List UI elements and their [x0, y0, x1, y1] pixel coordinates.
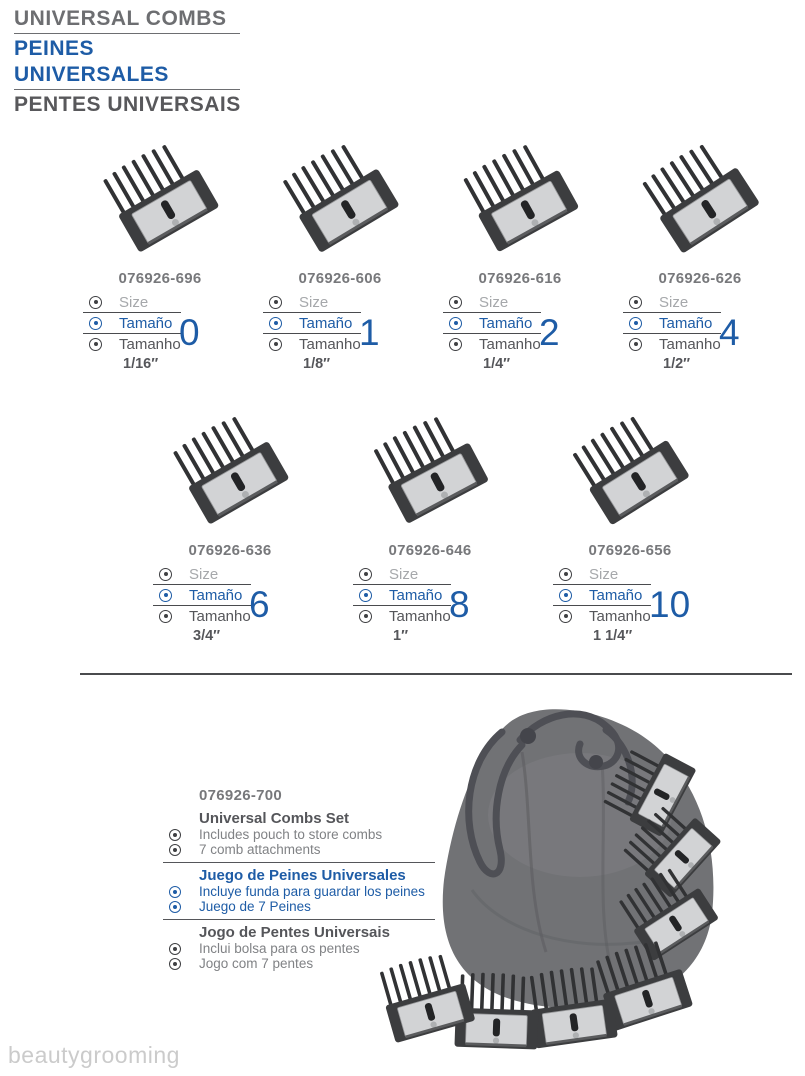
bullseye-icon	[269, 296, 282, 309]
size-label-es: Tamaño	[389, 586, 443, 604]
measurement: 1/16″	[123, 356, 159, 372]
size-label-en: Size	[299, 293, 329, 311]
bullseye-icon	[169, 886, 181, 898]
set-item-text: Jogo com 7 pentes	[199, 955, 314, 971]
bullseye-icon	[629, 338, 642, 351]
size-value: 6	[249, 584, 270, 625]
bullseye-icon	[359, 610, 372, 623]
size-label-en: Size	[589, 565, 619, 583]
size-label-en: Size	[189, 565, 219, 583]
comb-attachment-image	[75, 120, 245, 268]
bullseye-icon	[169, 901, 181, 913]
part-number: 076926-636	[188, 542, 272, 559]
bullseye-icon	[449, 338, 462, 351]
set-title-es: Juego de Peines Universales	[199, 867, 406, 884]
size-row-en	[75, 292, 245, 312]
part-number: 076926-626	[658, 270, 742, 287]
bullseye-icon	[559, 568, 572, 581]
size-label-en: Size	[119, 293, 149, 311]
size-label-pt: Tamanho	[389, 607, 451, 625]
bullseye-icon	[449, 296, 462, 309]
section-divider	[80, 673, 792, 675]
size-label-en: Size	[389, 565, 419, 583]
part-number: 076926-696	[118, 270, 202, 287]
product-card-646	[345, 392, 515, 660]
bullseye-icon	[629, 317, 642, 330]
comb-attachment-image	[345, 392, 515, 540]
measurement: 3/4″	[193, 628, 221, 644]
set-part-number: 076926-700	[199, 787, 283, 804]
product-card-626	[615, 120, 785, 388]
set-item-text: Incluye funda para guardar los peines	[199, 883, 425, 899]
size-label-pt: Tamanho	[659, 335, 721, 353]
size-value: 4	[719, 312, 740, 353]
comb-attachment-image	[255, 120, 425, 268]
measurement: 1/4″	[483, 356, 511, 372]
size-label-en: Size	[479, 293, 509, 311]
title-spanish: PEINES UNIVERSALES	[14, 37, 169, 86]
set-item-text: 7 comb attachments	[199, 841, 321, 857]
size-value: 2	[539, 312, 560, 353]
size-row-pt	[75, 334, 245, 354]
part-number: 076926-656	[588, 542, 672, 559]
spec-table	[75, 292, 245, 388]
bullseye-icon	[159, 610, 172, 623]
size-label-es: Tamaño	[589, 586, 643, 604]
size-value: 0	[179, 312, 200, 353]
size-label-es: Tamaño	[189, 586, 243, 604]
product-card-696	[75, 120, 245, 388]
bullseye-icon	[89, 338, 102, 351]
size-label-pt: Tamanho	[479, 335, 541, 353]
spec-table	[345, 564, 515, 660]
size-row-es	[75, 313, 245, 333]
size-value: 8	[449, 584, 470, 625]
product-card-616	[435, 120, 605, 388]
product-card-636	[145, 392, 315, 660]
title-portuguese: PENTES UNIVERSAIS	[14, 93, 241, 116]
header-divider	[14, 89, 240, 90]
bullseye-icon	[629, 296, 642, 309]
spec-table	[255, 292, 425, 388]
size-label-pt: Tamanho	[589, 607, 651, 625]
bullseye-icon	[559, 589, 572, 602]
size-label-es: Tamaño	[119, 314, 173, 332]
measurement: 1 1/4″	[593, 628, 633, 644]
comb-attachment-image	[435, 120, 605, 268]
title-english: UNIVERSAL COMBS	[14, 7, 227, 30]
combs-set-image	[380, 690, 805, 1071]
bullseye-icon	[449, 317, 462, 330]
spec-table	[435, 292, 605, 388]
bullseye-icon	[169, 958, 181, 970]
part-number: 076926-646	[388, 542, 472, 559]
header-divider	[14, 33, 240, 34]
spec-table	[145, 564, 315, 660]
comb-attachment-image	[545, 392, 715, 540]
comb-attachment-image	[145, 392, 315, 540]
set-title-en: Universal Combs Set	[199, 810, 350, 827]
size-value: 10	[649, 584, 691, 625]
bullseye-icon	[159, 589, 172, 602]
size-label-pt: Tamanho	[299, 335, 361, 353]
size-label-es: Tamaño	[299, 314, 353, 332]
watermark: beautygrooming	[8, 1042, 180, 1068]
comb-attachment-image	[615, 120, 785, 268]
set-item-text: Includes pouch to store combs	[199, 826, 383, 842]
product-card-606	[255, 120, 425, 388]
measurement: 1″	[393, 628, 409, 644]
size-label-pt: Tamanho	[119, 335, 181, 353]
size-label-es: Tamaño	[659, 314, 713, 332]
spec-table	[545, 564, 715, 660]
bullseye-icon	[89, 296, 102, 309]
page-header	[14, 6, 254, 118]
bullseye-icon	[159, 568, 172, 581]
bullseye-icon	[269, 317, 282, 330]
part-number: 076926-616	[478, 270, 562, 287]
pouch-image	[380, 690, 805, 1071]
part-number: 076926-606	[298, 270, 382, 287]
bullseye-icon	[359, 568, 372, 581]
size-value: 1	[359, 312, 380, 353]
bullseye-icon	[169, 943, 181, 955]
measurement: 1/8″	[303, 356, 331, 372]
bullseye-icon	[559, 610, 572, 623]
set-item-text: Juego de 7 Peines	[199, 898, 311, 914]
size-label-pt: Tamanho	[189, 607, 251, 625]
bullseye-icon	[169, 844, 181, 856]
bullseye-icon	[359, 589, 372, 602]
measurement: 1/2″	[663, 356, 691, 372]
product-card-656	[545, 392, 715, 660]
bullseye-icon	[169, 829, 181, 841]
set-item-text: Inclui bolsa para os pentes	[199, 940, 360, 956]
bullseye-icon	[269, 338, 282, 351]
size-label-es: Tamaño	[479, 314, 533, 332]
size-label-en: Size	[659, 293, 689, 311]
spec-table	[615, 292, 785, 388]
bullseye-icon	[89, 317, 102, 330]
set-title-pt: Jogo de Pentes Universais	[199, 924, 390, 941]
